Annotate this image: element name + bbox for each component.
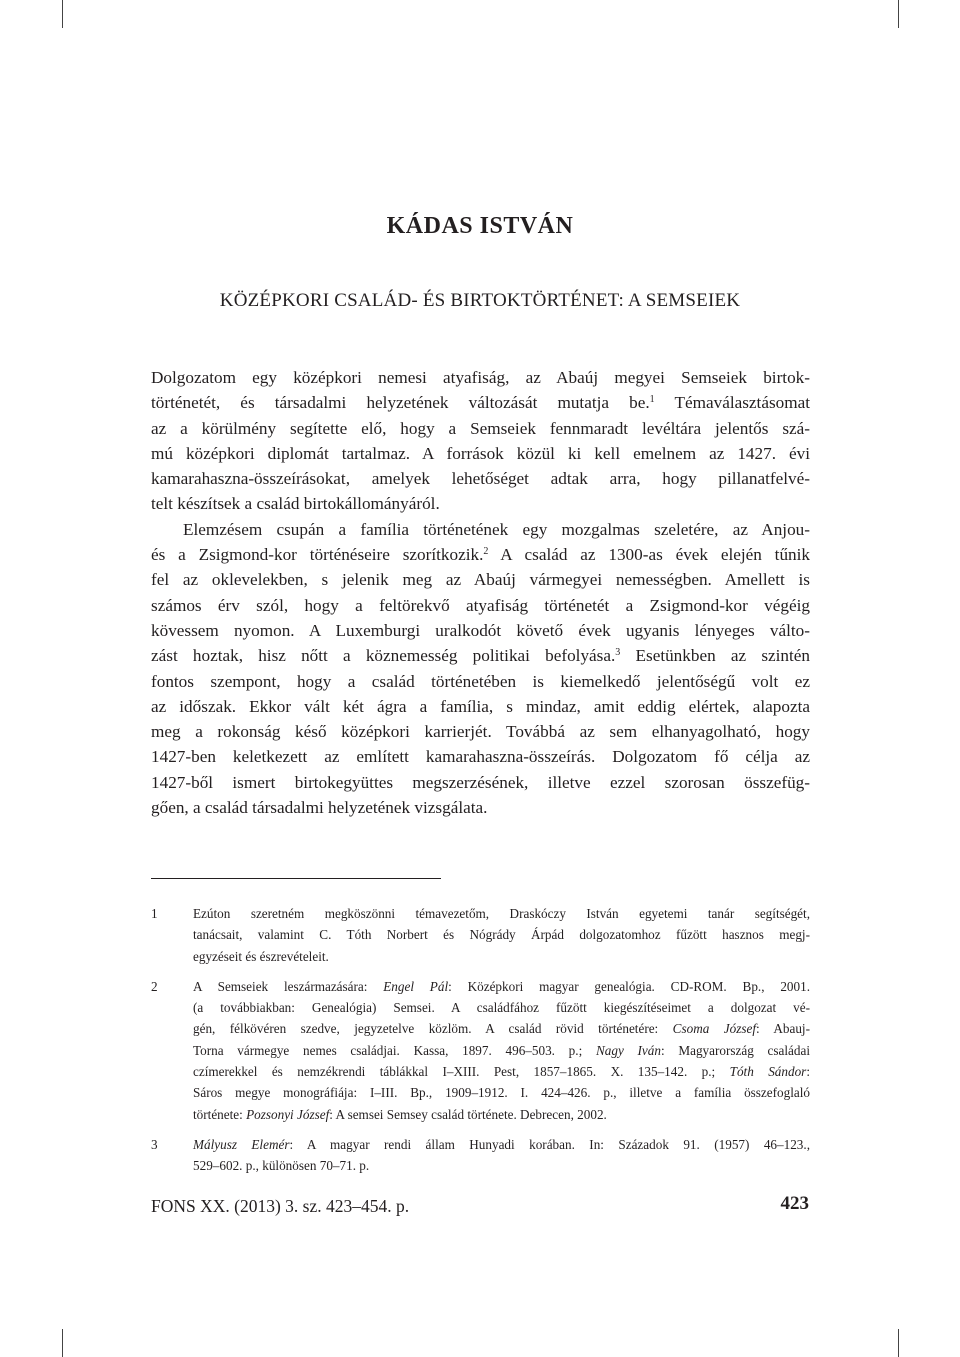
footnotes	[151, 903, 810, 1186]
footnote-ref-2[interactable]: 2	[483, 546, 489, 558]
footnote-line: 529–602. p., különösen 70–71. p.	[193, 1158, 370, 1174]
footnote-ref-1[interactable]: 1	[649, 394, 655, 406]
body-line: az időszak. Ekkor vált két ágra a família, s mindaz, amit eddig elértek, alapozta	[151, 696, 810, 716]
footnote-line: gén, félkövéren szedve, jegyzetelve közlöm. A család rövid történetére: Csoma József: Abauj-	[193, 1021, 810, 1037]
crop-mark-top-right	[898, 0, 899, 28]
body-line: Dolgozatom egy középkori nemesi atyafiság, az Abaúj megyei Semseiek birtok-	[151, 368, 810, 387]
footnote-line: egyzéseit és észrevételeit.	[193, 948, 329, 964]
footnote-line: története: Pozsonyi József: A semsei Semsey család története. Debrecen, 2002.	[193, 1106, 607, 1122]
footnote-line: Torna vármegye nemes családjai. Kassa, 1897. 496–503. p.; Nagy Iván: Magyarország családai	[193, 1042, 810, 1058]
footnote-1	[151, 903, 810, 967]
body-line: az a körülmény segítette elő, hogy a Semseiek fennmaradt levéltára jelentős szá-	[151, 418, 810, 438]
body-line: és a Zsigmond-kor történéseire szorítkozik.$^2$ A család az 1300-as évek elején tűnik	[151, 545, 811, 565]
body-line: Elemzésem csupán a família történetének egy mozgalmas szeletére, az Anjou-	[183, 519, 810, 539]
footnote-separator	[151, 878, 441, 879]
body-line: zást hoztak, hisz nőtt a köznemesség politikai befolyása.$^3$ Esetünkben az szintén	[151, 646, 811, 666]
footnote-3	[151, 1134, 810, 1177]
body-line: fontos szempont, hogy a család történetében is kiemelkedő jelentőségű volt ez	[151, 671, 810, 691]
body-line: telt készítsek a család birtokállományáról.	[151, 494, 440, 514]
footnote-number: 3	[151, 1136, 158, 1152]
footnote-line: A Semseiek leszármazására: Engel Pál: Középkori magyar genealógia. CD-ROM. Bp., 2001.	[193, 978, 810, 994]
crop-mark-bottom-right	[898, 1329, 899, 1357]
body-line: számos érv szól, hogy a feltörekvő atyafiság történetét a Zsigmond-kor végéig	[151, 595, 810, 615]
body-line: kövessem nyomon. A Luxemburgi uralkodót követő évek ugyanis lényeges válto-	[151, 620, 810, 640]
footnote-ref-3[interactable]: 3	[615, 647, 621, 659]
crop-mark-top-left	[62, 0, 63, 28]
footnote-line: Ezúton szeretném megköszönni témavezetőm, Draskóczy István egyetemi tanár segítségét,	[193, 906, 810, 921]
body-line: kamarahaszna-összeírásokat, amelyek lehetőséget adtak arra, hogy pillanatfelvé-	[151, 469, 810, 489]
footnote-number: 2	[151, 978, 158, 994]
footnote-line: Mályusz Elemér: A magyar rendi állam Hunyadi korában. In: Századok 91. (1957) 46–123.,	[193, 1136, 810, 1152]
body-line: mú középkori diplomát tartalmaz. A források közül ki kell emelnem az 1427. évi	[151, 443, 810, 463]
page-number: 423	[780, 1193, 809, 1214]
journal-citation: FONS XX. (2013) 3. sz. 423–454. p.	[151, 1196, 410, 1216]
footnote-line: (a továbbiakban: Genealógia) Semsei. A családfához fűzött kiegészítéseimet a dolgozat vé-	[193, 1000, 810, 1016]
footnote-number: 1	[151, 906, 158, 921]
footnote-line: Sáros megye monográfiája: I–III. Bp., 1909–1912. I. 424–426. p., illetve a família összefoglaló	[193, 1085, 810, 1101]
footnote-line: tanácsait, valamint C. Tóth Norbert és Nógrády Árpád dolgozatomhoz fűzött hasznos megj-	[193, 927, 810, 943]
footnote-2	[151, 976, 810, 1125]
article-body	[151, 365, 810, 820]
crop-mark-bottom-left	[62, 1329, 63, 1357]
body-line: meg a rokonság késő középkori karrierjét. Továbbá az sem elhanyagolható, hogy	[151, 722, 810, 742]
body-line: gően, a család társadalmi helyzetének vizsgálata.	[151, 798, 488, 818]
article-author: KÁDAS ISTVÁN	[386, 213, 574, 239]
body-line: 1427-ben keletkezett az említett kamarahaszna-összeírás. Dolgozatom fő célja az	[151, 747, 810, 767]
body-line: 1427-ből ismert birtokegyüttes megszerzésének, illetve ezzel szorosan összefüg-	[151, 772, 810, 792]
body-line: fel az oklevelekben, s jelenik meg az Abaúj vármegyei nemességben. Amellett is	[151, 570, 810, 590]
article-title: KÖZÉPKORI CSALÁD- ÉS BIRTOKTÖRTÉNET: A SEMSEIEK	[219, 290, 741, 311]
body-line: történetét, és társadalmi helyzetének változását mutatja be.$^1$ Témaválasztásomat	[151, 393, 810, 413]
footnote-line: czímerekkel és nemzékrendi táblákkal I–XIII. Pest, 1857–1865. X. 135–142. p.; Tóth Sándor:	[193, 1064, 810, 1080]
